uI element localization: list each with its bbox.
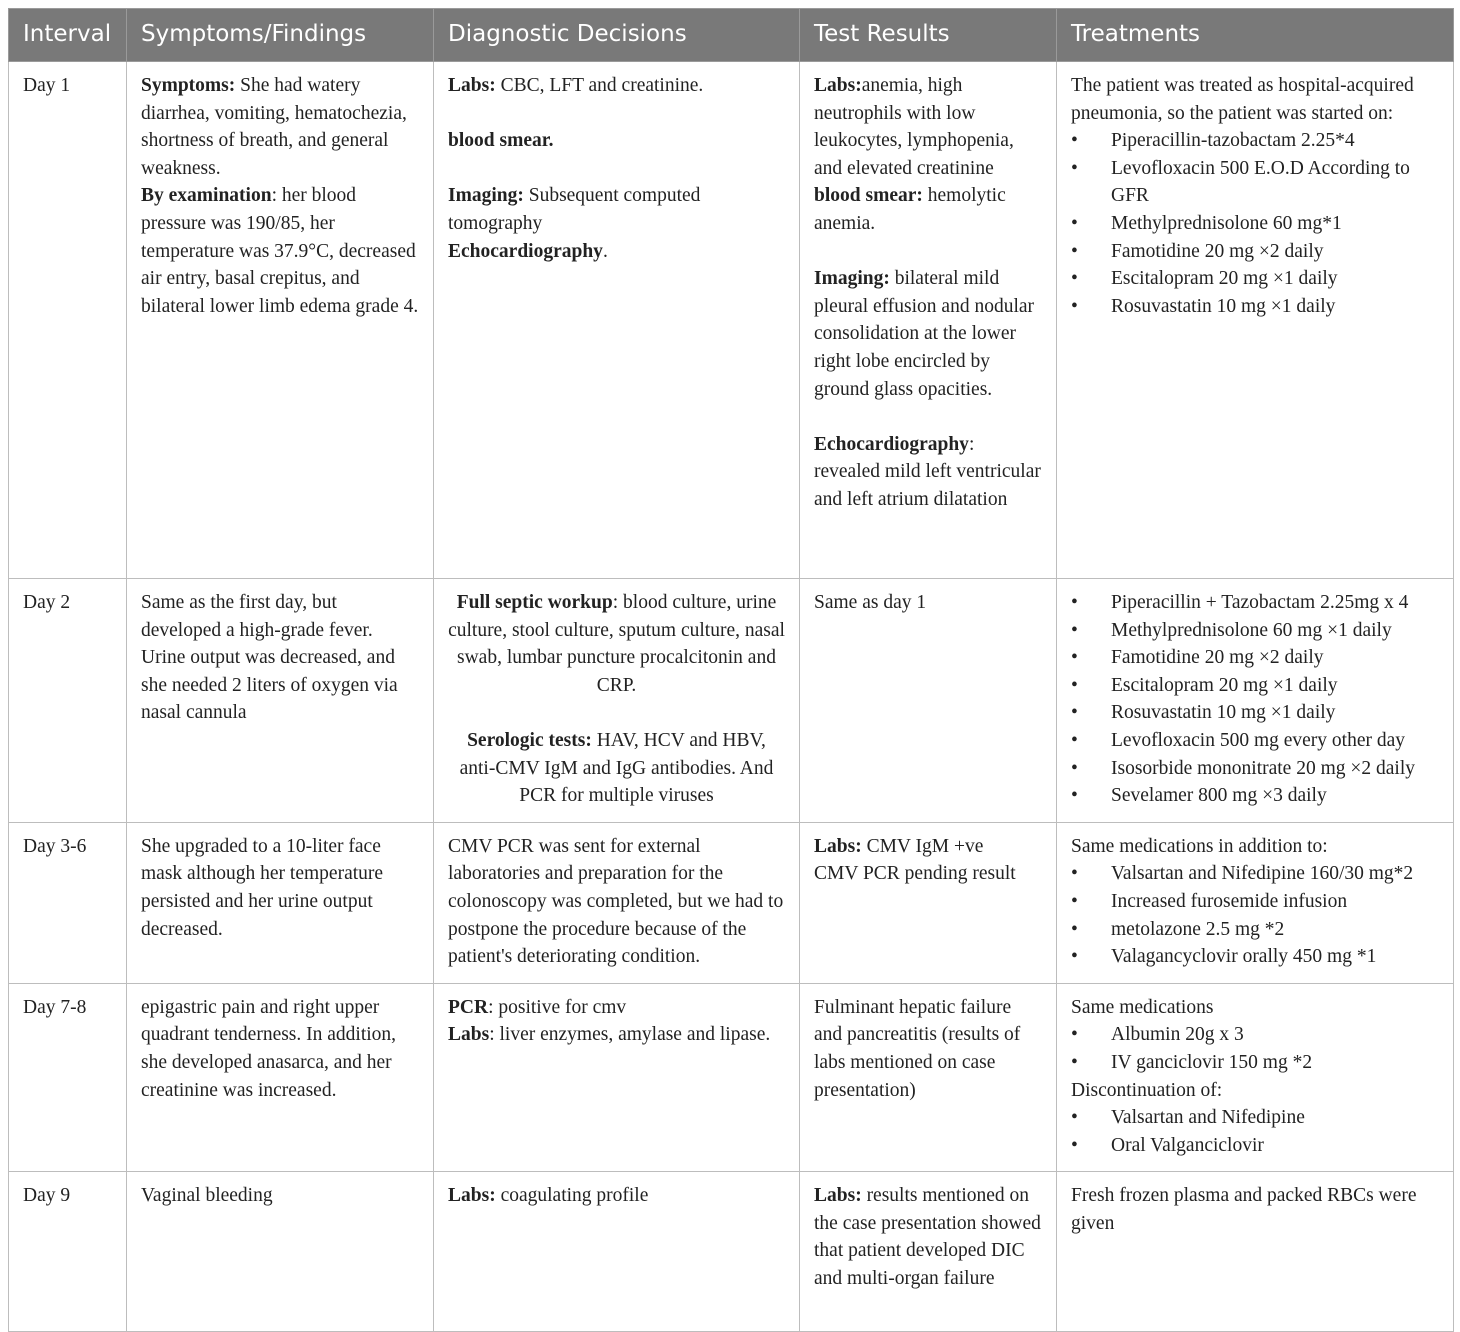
list-item [1071, 755, 1439, 783]
text: CMV PCR was sent for external laboratories and preparation for the colonoscopy was completed, but we had to postpone the procedure because of the patient's deteriorating condition. [448, 835, 784, 968]
treatments-cell [1057, 1172, 1454, 1332]
text: : revealed mild left ventricular and left atrium dilatation [814, 433, 1041, 510]
paragraph [448, 833, 785, 971]
paragraph [448, 127, 785, 155]
treatments-cell [1057, 579, 1454, 823]
bullet-icon: • [1071, 157, 1078, 179]
text: Albumin 20g x 3 [1111, 1024, 1244, 1046]
text: Valsartan and Nifedipine [1111, 1107, 1305, 1129]
symptoms-cell [127, 62, 434, 579]
list-item [1071, 238, 1439, 266]
list-item [1071, 672, 1439, 700]
text: The patient was treated as hospital-acquired pneumonia, so the patient was started on: [1071, 75, 1414, 124]
text: Escitalopram 20 mg ×1 daily [1111, 268, 1338, 290]
paragraph [1071, 1077, 1439, 1105]
text: Oral Valganciclovir [1111, 1134, 1264, 1156]
list-item [1071, 1104, 1439, 1132]
text: Same medications in addition to: [1071, 835, 1328, 857]
paragraph [141, 182, 419, 320]
text: Vaginal bleeding [141, 1185, 273, 1207]
list-item [1071, 210, 1439, 238]
list-item [1071, 860, 1439, 888]
list-item-text [1111, 617, 1392, 645]
paragraph [814, 833, 1042, 861]
treatments-cell [1057, 62, 1454, 579]
text: CBC, LFT and creatinine. [495, 75, 704, 96]
list-item-text [1111, 210, 1342, 238]
paragraph [814, 589, 1042, 617]
bold-label: Labs: [814, 75, 862, 96]
bullet-icon: • [1071, 674, 1078, 696]
list-item [1071, 1021, 1439, 1049]
bold-label: Serologic tests: [467, 729, 592, 751]
diagnostic-cell [434, 1172, 800, 1332]
header-test-results: Test Results [800, 9, 1057, 62]
bold-label: Full septic workup [456, 592, 613, 613]
text: Same as day 1 [814, 592, 927, 613]
bold-label: Symptoms: [141, 75, 236, 96]
treatments-cell [1057, 983, 1454, 1172]
paragraph [448, 994, 785, 1022]
bullet-icon: • [1071, 619, 1078, 641]
text: metolazone 2.5 mg *2 [1111, 918, 1285, 940]
text: Famotidine 20 mg ×2 daily [1111, 647, 1324, 669]
list-item-text [1111, 1104, 1305, 1132]
text: Methylprednisolone 60 mg*1 [1111, 212, 1342, 234]
text: bilateral mild pleural effusion and nodular consolidation at the lower right lobe encircled by ground glass opacities. [814, 268, 1035, 400]
list-item-text [1111, 1021, 1244, 1049]
list-item-text [1111, 644, 1323, 672]
treatments-cell [1057, 822, 1454, 983]
paragraph [814, 1182, 1042, 1292]
list-item [1071, 782, 1439, 810]
text: Increased furosemide infusion [1111, 890, 1348, 912]
bullet-icon: • [1071, 295, 1078, 317]
list-item [1071, 617, 1439, 645]
text: Subsequent computed tomography [448, 185, 701, 234]
bullet-icon: • [1071, 130, 1078, 152]
paragraph [814, 72, 1042, 182]
list-item-text [1111, 265, 1338, 293]
text: Escitalopram 20 mg ×1 daily [1111, 674, 1338, 696]
bullet-icon: • [1071, 1134, 1078, 1156]
list-item [1071, 644, 1439, 672]
list-item-text [1111, 699, 1335, 727]
bold-label: Labs: [814, 1185, 862, 1207]
bullet-icon: • [1071, 592, 1078, 613]
bullet-icon: • [1071, 647, 1078, 669]
bullet-icon: • [1071, 918, 1078, 940]
diagnostic-cell [434, 62, 800, 579]
text: : blood culture, urine culture, stool culture, sputum culture, nasal swab, lumbar puncture procalcitonin and CRP. [448, 592, 785, 696]
paragraph [1071, 72, 1439, 127]
text: hemolytic anemia. [814, 185, 1006, 234]
bold-label: Echocardiography [448, 240, 603, 262]
list-item [1071, 589, 1439, 617]
bullet-icon: • [1071, 757, 1078, 779]
paragraph [1071, 833, 1439, 861]
header-row [9, 9, 1454, 62]
symptoms-cell [127, 983, 434, 1172]
bullet-icon: • [1071, 702, 1078, 724]
text: CMV IgM +ve [861, 835, 984, 857]
bullet-icon: • [1071, 946, 1078, 968]
paragraph [814, 431, 1042, 514]
test-results-cell [800, 579, 1057, 823]
text: Piperacillin + Tazobactam 2.25mg x 4 [1111, 592, 1409, 613]
text: IV ganciclovir 150 mg *2 [1111, 1051, 1313, 1073]
diagnostic-cell [434, 983, 800, 1172]
bold-label: Labs: [448, 1185, 496, 1207]
text: Rosuvastatin 10 mg ×1 daily [1111, 702, 1336, 724]
bold-label: Echocardiography [814, 433, 969, 455]
header-diagnostic-decisions: Diagnostic Decisions [434, 9, 800, 62]
text: : positive for cmv [488, 996, 627, 1018]
table-row [9, 1172, 1454, 1332]
list-item-text [1111, 888, 1347, 916]
bullet-icon: • [1071, 890, 1078, 912]
text: Valsartan and Nifedipine 160/30 mg*2 [1111, 863, 1414, 885]
text: She had watery diarrhea, vomiting, hematochezia, shortness of breath, and general weakness. [141, 75, 407, 179]
text: results mentioned on the case presentation showed that patient developed DIC and multi-organ failure [814, 1185, 1041, 1290]
interval-cell: Day 3-6 [9, 822, 127, 983]
paragraph [1071, 994, 1439, 1022]
text: Levofloxacin 500 mg every other day [1111, 729, 1406, 751]
list-item-text [1111, 238, 1323, 266]
table-row [9, 983, 1454, 1172]
paragraph [448, 72, 785, 100]
symptoms-cell [127, 579, 434, 823]
list-item [1071, 155, 1439, 210]
text: Fresh frozen plasma and packed RBCs were given [1071, 1185, 1417, 1234]
bullet-icon: • [1071, 1051, 1078, 1073]
text: Isosorbide mononitrate 20 mg ×2 daily [1111, 757, 1415, 779]
bullet-icon: • [1071, 212, 1078, 234]
text: Methylprednisolone 60 mg ×1 daily [1111, 619, 1392, 641]
paragraph [141, 589, 419, 727]
symptoms-cell [127, 1172, 434, 1332]
text: Same medications [1071, 996, 1214, 1018]
list-item-text [1111, 782, 1327, 810]
text: . [602, 240, 608, 262]
list-item-text [1111, 293, 1335, 321]
clinical-timeline-table [8, 8, 1454, 1332]
paragraph [448, 589, 785, 699]
interval-cell: Day 2 [9, 579, 127, 823]
diagnostic-cell [434, 579, 800, 823]
text: coagulating profile [495, 1185, 649, 1207]
bullet-icon: • [1071, 240, 1078, 262]
bold-label: Labs: [448, 75, 496, 96]
table-row [9, 822, 1454, 983]
test-results-cell [800, 983, 1057, 1172]
bold-label: blood smear: [814, 185, 923, 207]
list-item [1071, 293, 1439, 321]
diagnostic-cell [434, 822, 800, 983]
test-results-cell [800, 62, 1057, 579]
list-item-text [1111, 860, 1413, 888]
paragraph [448, 1182, 785, 1210]
list-item-text [1111, 127, 1355, 155]
list-item-text [1111, 155, 1439, 210]
symptoms-cell [127, 822, 434, 983]
text: She upgraded to a 10-liter face mask although her temperature persisted and her urine output decreased. [141, 835, 384, 940]
list-item [1071, 127, 1439, 155]
list-item-text [1111, 943, 1376, 971]
header-symptoms: Symptoms/Findings [127, 9, 434, 62]
list-item [1071, 727, 1439, 755]
bold-label: Imaging: [814, 268, 890, 290]
list-item-text [1111, 1132, 1264, 1160]
interval-cell: Day 9 [9, 1172, 127, 1332]
bold-label: Labs: [814, 835, 862, 857]
list-item [1071, 1132, 1439, 1160]
paragraph [141, 1182, 419, 1210]
interval-cell: Day 7-8 [9, 983, 127, 1172]
list-item [1071, 265, 1439, 293]
header-treatments: Treatments [1057, 9, 1454, 62]
bold-label: blood smear. [448, 130, 554, 152]
text: epigastric pain and right upper quadrant tenderness. In addition, she developed anasarca, and her creatinine was increased. [141, 996, 397, 1101]
paragraph [814, 265, 1042, 403]
text: Rosuvastatin 10 mg ×1 daily [1111, 295, 1336, 317]
paragraph [141, 833, 419, 943]
paragraph [448, 1021, 785, 1049]
list-item-text [1111, 727, 1405, 755]
list-item [1071, 699, 1439, 727]
text: HAV, HCV and HBV, anti-CMV IgM and IgG antibodies. And PCR for multiple viruses [459, 729, 774, 807]
text: Fulminant hepatic failure and pancreatitis (results of labs mentioned on case presentation) [814, 996, 1021, 1101]
list-item [1071, 943, 1439, 971]
text: anemia, high neutrophils with low leukocytes, lymphopenia, and elevated creatinine [814, 75, 1014, 179]
paragraph [448, 727, 785, 810]
bullet-icon: • [1071, 1107, 1078, 1129]
bold-label: Labs [448, 1024, 490, 1046]
list-item-text [1111, 1049, 1312, 1077]
paragraph [814, 994, 1042, 1104]
list-item [1071, 1049, 1439, 1077]
text: Levofloxacin 500 E.O.D According to GFR [1111, 157, 1410, 207]
text: : liver enzymes, amylase and lipase. [489, 1024, 771, 1046]
paragraph [448, 238, 785, 266]
table-row [9, 579, 1454, 823]
list-item [1071, 916, 1439, 944]
paragraph [814, 860, 1042, 888]
text: Sevelamer 800 mg ×3 daily [1111, 785, 1327, 807]
bold-label: By examination [141, 185, 272, 207]
list-item-text [1111, 755, 1415, 783]
bold-label: PCR [448, 996, 489, 1018]
text: Piperacillin-tazobactam 2.25*4 [1111, 130, 1355, 152]
text: Same as the first day, but developed a high-grade fever. Urine output was decreased, and she needed 2 liters of oxygen via nasal cannula [141, 592, 398, 724]
text: Valagancyclovir orally 450 mg *1 [1111, 946, 1377, 968]
text: Famotidine 20 mg ×2 daily [1111, 240, 1324, 262]
bullet-icon: • [1071, 785, 1078, 807]
paragraph [1071, 1182, 1439, 1237]
list-item [1071, 888, 1439, 916]
text: CMV PCR pending result [814, 863, 1016, 885]
paragraph [141, 72, 419, 182]
bullet-icon: • [1071, 729, 1078, 751]
header-interval: Interval [9, 9, 127, 62]
paragraph [814, 182, 1042, 237]
list-item-text [1111, 916, 1284, 944]
paragraph [141, 994, 419, 1104]
bullet-icon: • [1071, 863, 1078, 885]
test-results-cell [800, 822, 1057, 983]
bullet-icon: • [1071, 1024, 1078, 1046]
bullet-icon: • [1071, 268, 1078, 290]
text: : her blood pressure was 190/85, her temperature was 37.9°C, decreased air entry, basal crepitus, and bilateral lower limb edema grade 4. [141, 185, 419, 317]
paragraph [448, 182, 785, 237]
list-item-text [1111, 672, 1338, 700]
text: Discontinuation of: [1071, 1079, 1223, 1101]
list-item-text [1111, 589, 1408, 617]
bold-label: Imaging: [448, 185, 524, 207]
interval-cell: Day 1 [9, 62, 127, 579]
table-row [9, 62, 1454, 579]
test-results-cell [800, 1172, 1057, 1332]
